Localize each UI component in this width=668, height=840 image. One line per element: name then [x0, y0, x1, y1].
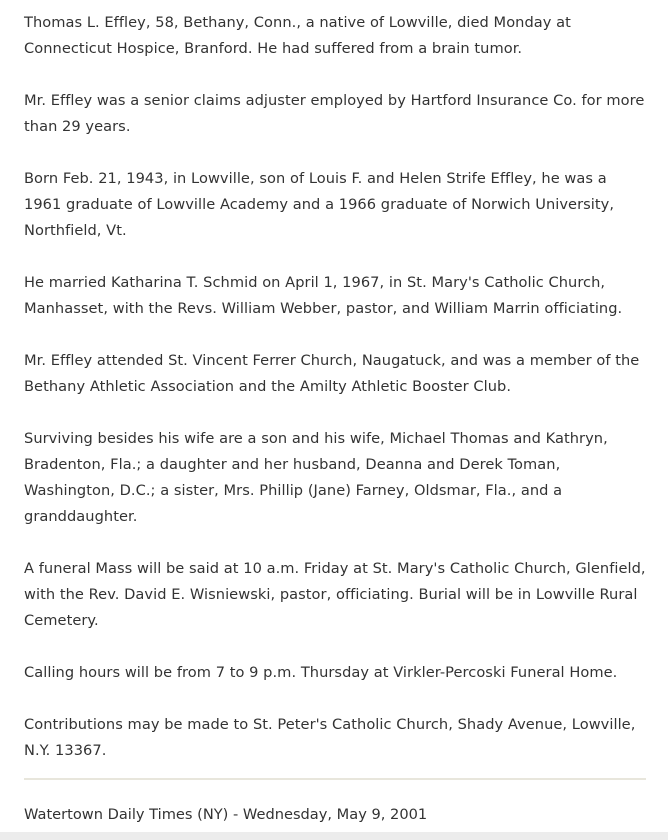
paragraph-calling-hours: Calling hours will be from 7 to 9 p.m. Thursday at Virkler-Percoski Funeral Home. — [24, 664, 618, 681]
paragraph-marriage: He married Katharina T. Schmid on April 1, 1967, in St. Mary's Catholic Church, Manhasset, with the Revs. William Webber, pastor, and William Marrin officiating. — [24, 274, 623, 317]
divider — [24, 778, 646, 780]
paragraph-birth-education: Born Feb. 21, 1943, in Lowville, son of Louis F. and Helen Strife Effley, he was a 1961 graduate of Lowville Academy and a 1966 graduate of Norwich University, Northfield, Vt. — [24, 170, 615, 239]
bottom-strip — [0, 832, 668, 840]
paragraph-contributions: Contributions may be made to St. Peter's Catholic Church, Shady Avenue, Lowville, N.Y. 13367. — [24, 716, 636, 759]
paragraph-career: Mr. Effley was a senior claims adjuster employed by Hartford Insurance Co. for more than 29 years. — [24, 92, 645, 135]
paragraph-funeral-mass: A funeral Mass will be said at 10 a.m. Friday at St. Mary's Catholic Church, Glenfield, with the Rev. David E. Wisniewski, pastor, officiating. Burial will be in Lowville Rural Cemetery. — [24, 560, 646, 629]
paragraph-affiliations: Mr. Effley attended St. Vincent Ferrer Church, Naugatuck, and was a member of the Bethany Athletic Association and the Amilty Athletic Booster Club. — [24, 352, 640, 395]
source-line: Watertown Daily Times (NY) - Wednesday, May 9, 2001 — [24, 806, 428, 823]
paragraph-survivors: Surviving besides his wife are a son and his wife, Michael Thomas and Kathryn, Bradenton, Fla.; a daughter and her husband, Deanna and Derek Toman, Washington, D.C.; a sister, Mrs. Phillip (Jane) Farney, Oldsmar, Fla., and a granddaughter. — [24, 430, 608, 525]
paragraph-intro: Thomas L. Effley, 58, Bethany, Conn., a native of Lowville, died Monday at Connecticut Hospice, Branford. He had suffered from a brain tumor. — [24, 14, 571, 57]
